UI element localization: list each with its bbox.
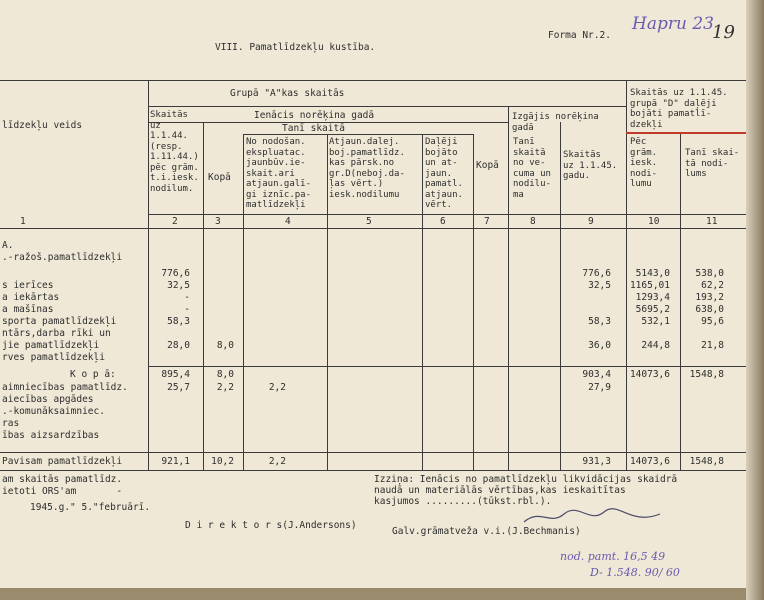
col-2-header-line: t.i.iesk. xyxy=(150,173,199,183)
incl-underline xyxy=(243,134,473,135)
total-bottom-line xyxy=(0,470,746,471)
cell-c9: 32,5 xyxy=(588,280,611,291)
col-9-header xyxy=(563,150,617,182)
col-11-header-line: tā nodi- xyxy=(685,158,729,169)
group-d-header-line: Skaitās uz 1.1.45. xyxy=(630,88,728,98)
cell-c4: 2,2 xyxy=(268,382,286,393)
col-2-header-line: Skaitās xyxy=(150,110,188,120)
col-2-header-line: 1.11.44.) xyxy=(150,152,199,162)
column-number: 3 xyxy=(215,216,221,227)
handwritten-signature xyxy=(520,504,670,530)
col-3-header: Kopā xyxy=(208,172,231,183)
izzina-note xyxy=(374,474,677,507)
col-8-header-line: cuma un xyxy=(513,168,551,179)
row-label: .-ražoš.pamatlīdzekļi xyxy=(2,252,123,263)
row-label: a mašīnas xyxy=(2,304,54,315)
row-label: ras xyxy=(2,418,20,429)
cell-c10: 532,1 xyxy=(641,316,670,327)
izzina-line: naudā un materiālās vērtības,kas ieskaitītas xyxy=(374,485,626,496)
out-header-line: Izgājis norēķina xyxy=(512,112,599,122)
col-5-header xyxy=(329,137,405,200)
col-4-header-line: atjaun.galī- xyxy=(246,179,312,189)
row-label: aiecības apgādes xyxy=(2,394,94,405)
cell-c4: 2,2 xyxy=(268,456,286,467)
col-4-header-line: skait.ari xyxy=(246,168,295,179)
col-11-header xyxy=(685,148,739,180)
cell-c11: 193,2 xyxy=(695,292,724,303)
col-2-header-line: 1.1.44. xyxy=(150,131,188,141)
col-2-header-line: uz xyxy=(150,120,161,131)
red-pencil-mark xyxy=(626,132,746,134)
cell-c3: 2,2 xyxy=(216,382,234,393)
group-a-header: Grupā "A"kas skaitās xyxy=(230,88,345,99)
cell-c2: - xyxy=(184,304,190,315)
cell-c2: - xyxy=(184,292,190,303)
group-d-header-line: grupā "D" daļēji xyxy=(630,98,717,109)
cell-c3: 8,0 xyxy=(216,369,234,380)
column-number: 7 xyxy=(484,216,490,227)
cell-c11: 538,0 xyxy=(695,268,724,279)
cell-c2: 32,5 xyxy=(167,280,190,291)
table-top-line xyxy=(0,80,746,81)
column-number: 9 xyxy=(588,216,594,227)
cell-c10: 1293,4 xyxy=(635,292,670,303)
cell-c2: 28,0 xyxy=(167,340,190,351)
row-label: .-komunāksaimniec. xyxy=(2,406,105,417)
cell-c9: 27,9 xyxy=(588,382,611,393)
col-4-header-line: ekspluatac. xyxy=(246,147,306,158)
handwritten-ref: Hapru 23 xyxy=(632,14,714,34)
cell-c2: 58,3 xyxy=(167,316,190,327)
row-label: ības aizsardzības xyxy=(2,430,100,441)
col-10-header-line: grām. xyxy=(630,147,658,158)
numbers-bottom-line xyxy=(0,228,746,229)
col-5-header-line: iesk.nodilumu xyxy=(329,189,400,200)
cell-c10: 5143,0 xyxy=(635,268,670,279)
col-8-header-line: skaitā xyxy=(513,147,546,158)
column-number: 1 xyxy=(20,216,26,227)
col-6-header-line: vērt. xyxy=(425,200,453,210)
col-6-header-line: jaun. xyxy=(425,168,453,179)
group-d-header-line: bojāti pamatlī- xyxy=(630,109,712,119)
cell-c11: 95,6 xyxy=(701,316,724,327)
handwritten-page: 19 xyxy=(712,22,735,43)
col-6-header-line: un at- xyxy=(425,158,458,168)
column-number: 8 xyxy=(530,216,536,227)
col-10-header-line: Pēc xyxy=(630,137,647,147)
doc-title: VIII. Pamatlīdzekļu kustība. xyxy=(215,42,376,53)
group-a-underline xyxy=(148,106,626,107)
accountant-signature-line: Galv.grāmatveža v.i.(J.Bechmanis) xyxy=(392,526,581,537)
footer-date: 1945.g." 5."februārī. xyxy=(30,502,151,513)
vline-5 xyxy=(422,134,423,470)
col-10-header-line: nodi- xyxy=(630,168,658,179)
col-8-header-line: ma xyxy=(513,189,524,200)
col-11-header-line: Tanī skai- xyxy=(685,148,740,158)
cell-c9: 776,6 xyxy=(582,268,611,279)
cell-c11: 1548,8 xyxy=(689,369,724,380)
column-number: 4 xyxy=(285,216,291,227)
cell-c2: 776,6 xyxy=(161,268,190,279)
group-d-header xyxy=(630,88,728,130)
out-header xyxy=(512,112,599,133)
col-8-header-line: Tanī xyxy=(513,137,535,147)
col-5-header-line: kas pārsk.no xyxy=(329,158,395,168)
group-d-header-line: dzekļi xyxy=(630,119,663,130)
vline-10 xyxy=(680,134,681,470)
handwritten-note-1: nod. pamt. 16,5 49 xyxy=(560,550,666,563)
row-label: aimniecības pamatlīdz. xyxy=(2,382,128,393)
vline-6 xyxy=(473,134,474,470)
col-6-header-line: pamatl. xyxy=(425,179,463,189)
col-2-header-line: (resp. xyxy=(150,141,183,152)
cell-c9: 931,3 xyxy=(582,456,611,467)
cell-c11: 21,8 xyxy=(701,340,724,351)
col-10-header-line: iesk. xyxy=(630,158,658,168)
col-5-header-line: ļas vērt.) xyxy=(329,179,384,189)
income-header: Ienācis norēķina gadā xyxy=(254,110,375,121)
row-label: s ierīces xyxy=(2,280,54,291)
col-5-header-line: boj.pamatlīdz. xyxy=(329,147,405,158)
col-2-header xyxy=(150,110,199,194)
row-label: jie pamatlīdzekļi xyxy=(2,340,100,351)
cell-c2: 921,1 xyxy=(161,456,190,467)
column-number: 2 xyxy=(172,216,178,227)
col-8-header-line: nodilu- xyxy=(513,179,551,189)
vline-4 xyxy=(327,134,328,470)
kopa-line xyxy=(148,366,746,367)
row-label: ntārs,darba rīki un xyxy=(2,328,111,339)
col-4-header xyxy=(246,137,311,211)
col-10-header-line: lumu xyxy=(630,179,652,189)
col-6-header xyxy=(425,137,463,211)
col-4-header-line: jaunbūv.ie- xyxy=(246,158,306,168)
col-9-header-line: gadu. xyxy=(563,171,591,181)
row-label: a iekārtas xyxy=(2,292,60,303)
col-2-header-line: pēc grām. xyxy=(150,162,199,173)
column-number: 6 xyxy=(440,216,446,227)
vline-2 xyxy=(203,122,204,470)
cell-c3: 10,2 xyxy=(211,456,234,467)
out-header-line: gadā xyxy=(512,122,534,133)
paper-bottom-edge xyxy=(0,588,746,600)
col-7-header: Kopā xyxy=(476,160,499,171)
col-6-header-line: bojāto xyxy=(425,147,458,158)
vline-3 xyxy=(243,134,244,470)
vline-8 xyxy=(560,122,561,470)
col-11-header-line: lums xyxy=(685,169,707,179)
column-number: 5 xyxy=(366,216,372,227)
row-label: A. xyxy=(2,240,14,251)
col-10-header xyxy=(630,137,657,190)
cell-c2: 25,7 xyxy=(167,382,190,393)
col-8-header-line: no ve- xyxy=(513,158,546,168)
row-label: Pavisam pamatlīdzekļi xyxy=(2,456,123,467)
footer-left-1: am skaitās pamatlīdz. xyxy=(2,474,123,485)
column-number: 11 xyxy=(706,216,718,227)
cell-c9: 36,0 xyxy=(588,340,611,351)
col-2-header-line: nodilum. xyxy=(150,183,194,194)
col-4-header-line: No nodošan. xyxy=(246,137,306,147)
cell-c11: 1548,8 xyxy=(689,456,724,467)
cell-c3: 8,0 xyxy=(216,340,234,351)
row-label: rves pamatlīdzekļi xyxy=(2,352,105,363)
izzina-line: Izziņa: Ienācis no pamatlīdzekļu likvidācijas skaidrā xyxy=(374,474,678,485)
vline-9 xyxy=(626,80,627,470)
cell-c10: 14073,6 xyxy=(629,456,670,467)
header-bottom-line xyxy=(148,214,746,215)
cell-c9: 58,3 xyxy=(588,316,611,327)
vline-1 xyxy=(148,80,149,470)
cell-c10: 14073,6 xyxy=(629,369,670,380)
cell-c11: 62,2 xyxy=(701,280,724,291)
cell-c10: 5695,2 xyxy=(635,304,670,315)
cell-c10: 1165,01 xyxy=(629,280,670,291)
cell-c10: 244,8 xyxy=(641,340,670,351)
col-9-header-line: uz 1.1.45. xyxy=(563,160,618,171)
col-5-header-line: gr.D(neboj.da- xyxy=(329,168,405,179)
handwritten-note-2: D- 1.548. 90/ 60 xyxy=(590,566,680,579)
col-9-header-line: Skaitās xyxy=(563,150,601,160)
col-4-header-line: gi iznīc.pa- xyxy=(246,189,312,200)
col-5-header-line: Atjaun.dalej. xyxy=(329,137,400,147)
col-1-header: līdzekļu veids xyxy=(2,120,83,131)
col-4-header-line: matlīdzekļi xyxy=(246,200,306,210)
row-label: sporta pamatlīdzekļi xyxy=(2,316,117,327)
form-label: Forma Nr.2. xyxy=(548,30,611,41)
cell-c2: 895,4 xyxy=(161,369,190,380)
row-label: K o p ā: xyxy=(70,369,116,380)
col-8-header xyxy=(513,137,551,200)
paper-edge xyxy=(746,0,764,600)
cell-c11: 638,0 xyxy=(695,304,724,315)
vline-7 xyxy=(508,106,509,470)
total-top-line xyxy=(0,452,746,453)
col-6-header-line: Daļēji xyxy=(425,137,458,147)
director-signature-line: D i r e k t o r s(J.Andersons) xyxy=(185,520,357,531)
footer-left-2: ietoti ORS'am - xyxy=(2,486,123,497)
cell-c9: 903,4 xyxy=(582,369,611,380)
column-number: 10 xyxy=(648,216,660,227)
izzina-line: kasjumos .........(tūkst.rbl.). xyxy=(374,496,552,507)
incl-header: Tanī skaitā xyxy=(282,123,345,134)
col-6-header-line: atjaun. xyxy=(425,189,463,200)
